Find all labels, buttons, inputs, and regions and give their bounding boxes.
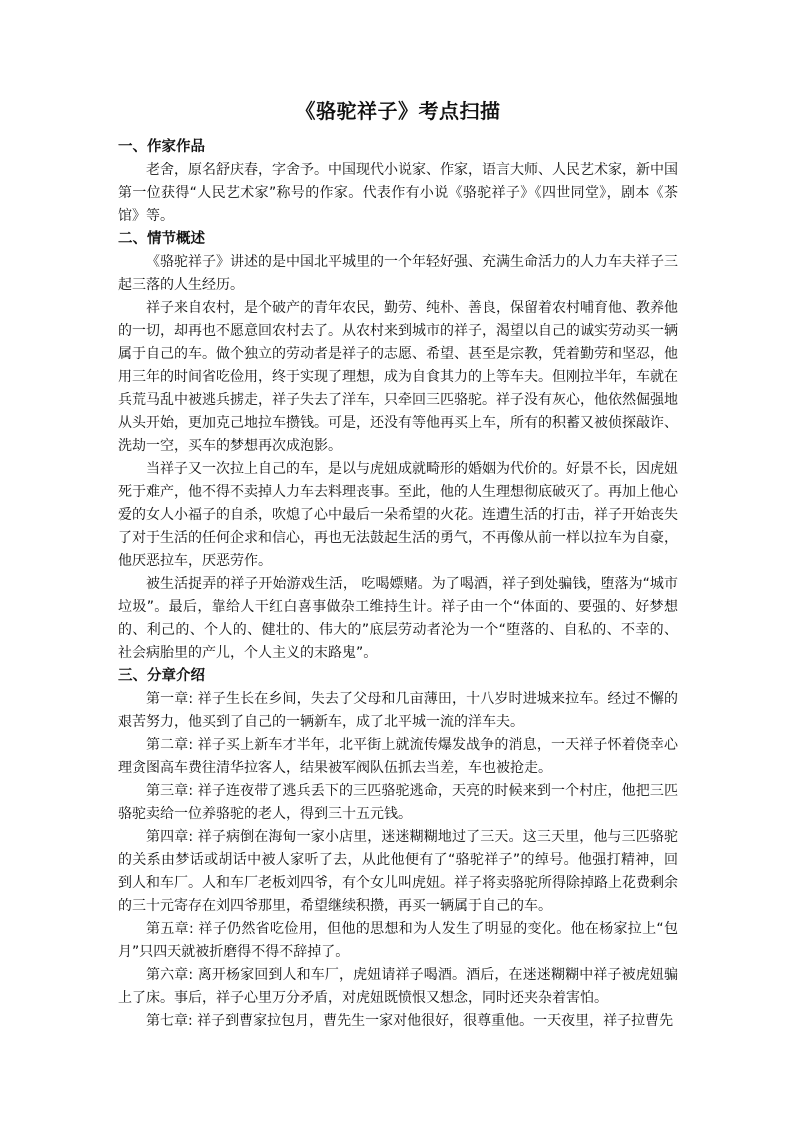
paragraph: 祥子来自农村，是个破产的青年农民，勤劳、纯朴、善良，保留着农村哺育他、教养他的一切，却再也不愿意回农村去了。从农村来到城市的祥子，渴望以自己的诚实劳动买一辆属于自己的车。做个独立的劳动者是祥子的志愿、希望、甚至是宗教，凭着勤劳和坚忍，他用三年的时间省吃俭用，终于实现了理想，成为自食其力的上等车夫。但刚拉半年，车就在兵荒马乱中被逃兵掳走，祥子失去了洋车，只牵回三匹骆驼。祥子没有灰心，他依然倔强地从头开始，更加克己地拉车攒钱。可是，还没有等他再买上车，所有的积蓄又被侦探敲诈、洗劫一空，买车的梦想再次成泡影。	[118, 300, 678, 454]
chapter-paragraph: 第二章: 祥子买上新车才半年，北平街上就流传爆发战争的消息，一天祥子怀着侥幸心理贪图高车费往清华拉客人，结果被军阀队伍抓去当差，车也被抢走。	[118, 737, 678, 776]
section-heading: 一、作家作品	[118, 139, 205, 155]
document-title: 《骆驼祥子》考点扫描	[295, 99, 501, 123]
chapter-paragraph: 第四章: 祥子病倒在海甸一家小店里，迷迷糊糊地过了三天。这三天里，他与三匹骆驼的关系由梦话或胡话中被人家听了去，从此他便有了“骆驼祥子”的绰号。他强打精神，回到人和车厂。人和车厂老板刘四爷，有个女儿叫虎妞。祥子将卖骆驼所得除掉路上花费剩余的三十元寄存在刘四爷那里，希望继续积攒，再买一辆属于自己的车。	[118, 829, 678, 914]
paragraph: 《骆驼祥子》讲述的是中国北平城里的一个年轻好强、充满生命活力的人力车夫祥子三起三落的人生经历。	[118, 254, 678, 293]
section-chapter-intro	[118, 665, 678, 1033]
section-heading: 二、情节概述	[118, 231, 205, 247]
section-plot-summary	[118, 228, 678, 665]
paragraph: 老舍，原名舒庆春，字舍予。中国现代小说家、作家，语言大师、人民艺术家，新中国第一位获得“人民艺术家”称号的作家。代表作有小说《骆驼祥子》《四世同堂》，剧本《茶馆》等。	[118, 162, 678, 224]
chapter-paragraph: 第五章: 祥子仍然省吃俭用，但他的思想和为人发生了明显的变化。他在杨家拉上“包月”只四天就被折磨得不得不辞掉了。	[118, 921, 678, 960]
section-heading: 三、分章介绍	[118, 668, 205, 684]
paragraph: 被生活捉弄的祥子开始游戏生活， 吃喝嫖赌。为了喝酒，祥子到处骗钱，堕落为“城市垃圾”。最后，靠给人干红白喜事做杂工维持生计。祥子由一个“体面的、要强的、好梦想的、利己的、个人的、健壮的、伟大的”底层劳动者沦为一个“堕落的、自私的、不幸的、社会病胎里的产儿，个人主义的末路鬼”。	[118, 576, 678, 661]
chapter-paragraph: 第一章: 祥子生长在乡间，失去了父母和几亩薄田，十八岁时进城来拉车。经过不懈的艰苦努力，他买到了自己的一辆新车，成了北平城一流的洋车夫。	[118, 691, 678, 730]
chapter-paragraph: 第七章: 祥子到曹家拉包月，曹先生一家对他很好，很尊重他。一天夜里，祥子拉曹先	[146, 1013, 674, 1029]
chapter-paragraph: 第三章: 祥子连夜带了逃兵丢下的三匹骆驼逃命，天亮的时候来到一个村庄，他把三匹骆驼卖给一位养骆驼的老人，得到三十五元钱。	[118, 783, 678, 822]
section-author-works	[118, 136, 678, 228]
paragraph: 当祥子又一次拉上自己的车，是以与虎妞成就畸形的婚姻为代价的。好景不长，因虎妞死于难产，他不得不卖掉人力车去料理丧事。至此，他的人生理想彻底破灭了。再加上他心爱的女人小福子的自杀，吹熄了心中最后一朵希望的火花。连遭生活的打击，祥子开始丧失了对于生活的任何企求和信心，再也无法鼓起生活的勇气，不再像从前一样以拉车为自豪，他厌恶拉车，厌恶劳作。	[118, 461, 678, 569]
chapter-paragraph: 第六章: 离开杨家回到人和车厂，虎妞请祥子喝酒。酒后，在迷迷糊糊中祥子被虎妞骗上了床。事后，祥子心里万分矛盾，对虎妞既愤恨又想念，同时还夹杂着害怕。	[118, 967, 678, 1006]
document-page	[118, 96, 678, 1033]
